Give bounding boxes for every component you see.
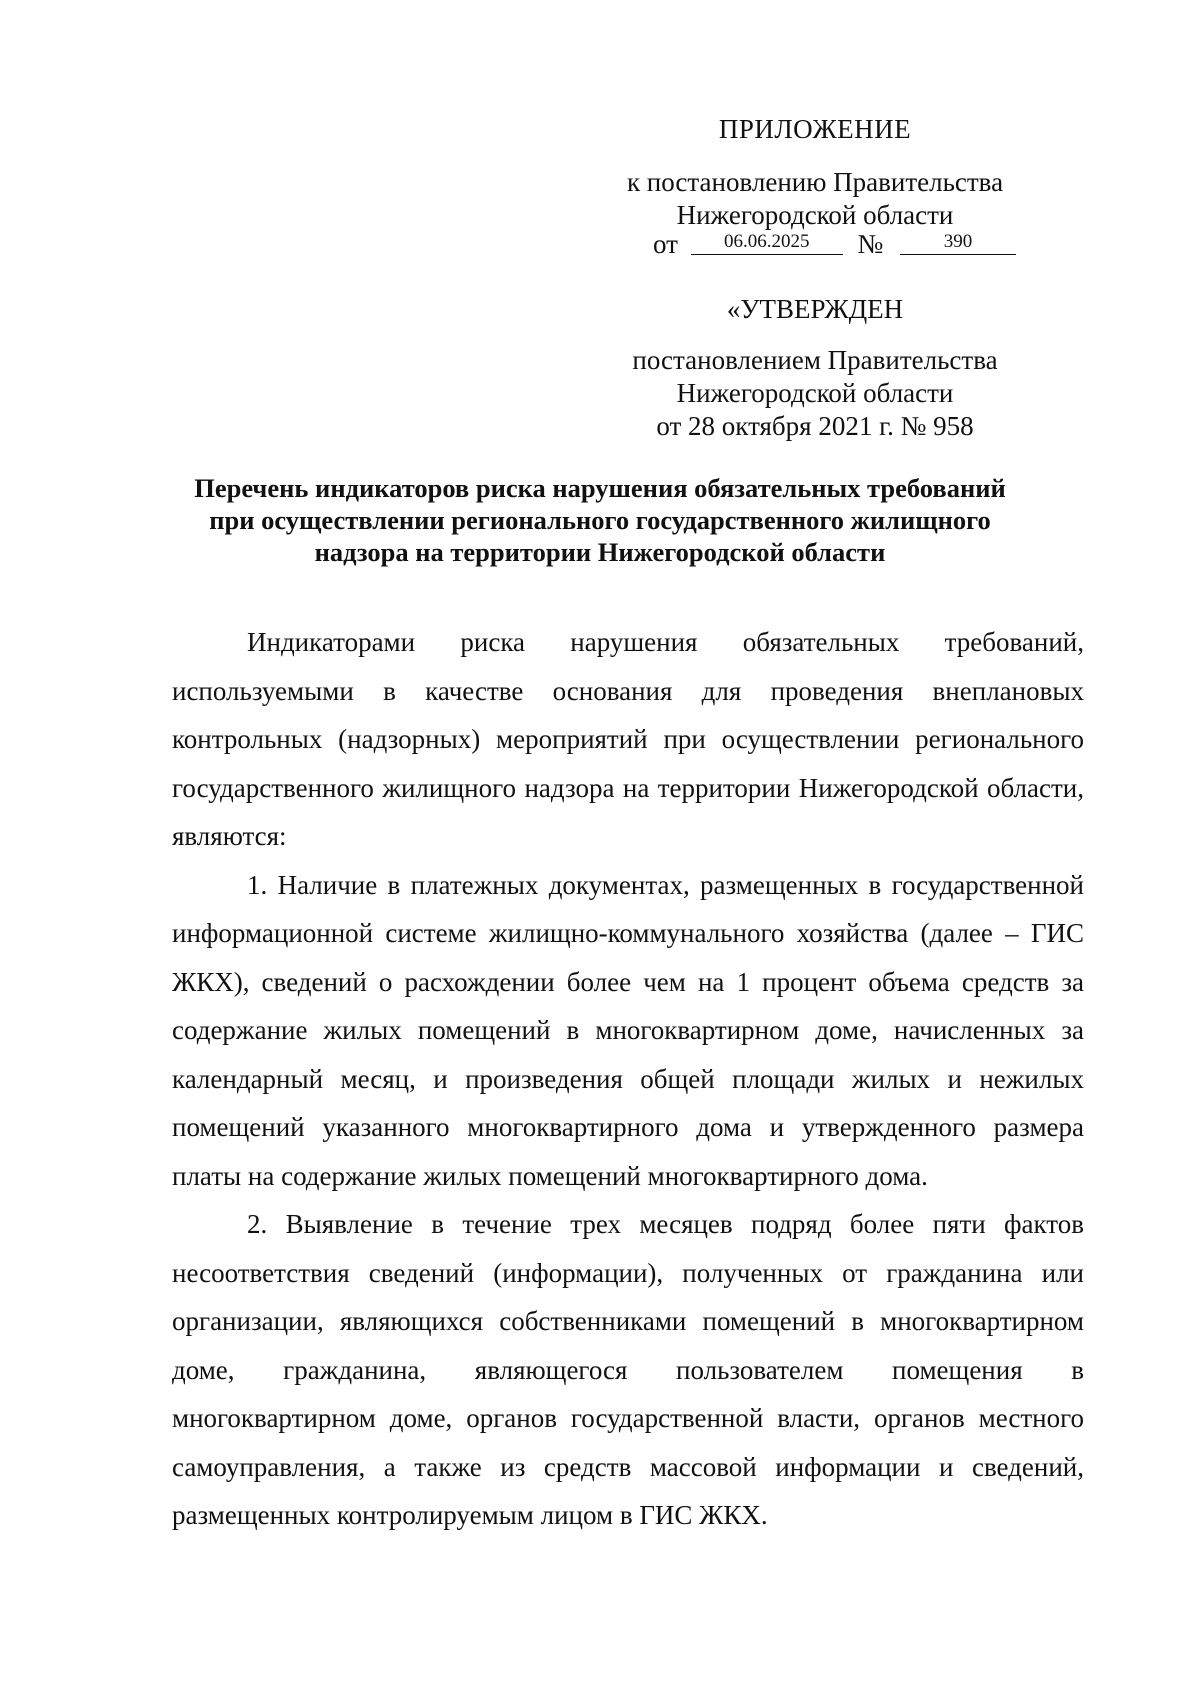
date-value: 06.06.2025 — [723, 231, 810, 252]
appendix-date-line — [653, 228, 1016, 261]
appendix-title: ПРИЛОЖЕНИЕ — [718, 114, 912, 144]
item-paragraph-2: 2. Выявление в течение трех месяцев подряд более пяти фактов несоответствия сведений (информации), полученных от гражданина или организации, являющихся собственниками помещений в многоквартирном доме, гражданина, являющегося пользователем помещения в многоквартирном доме, органов государственной власти, органов местного самоуправления, а также из средств массовой информации и сведений, размещенных контролируемым лицом в ГИС ЖКХ. — [172, 1209, 1084, 1530]
date-prefix: от — [653, 229, 678, 259]
approved-reference — [595, 344, 1035, 443]
approved-line: постановлением Правительства — [632, 345, 998, 375]
heading-line: Перечень индикаторов риска нарушения обязательных требований — [194, 473, 1006, 503]
approved-title: «УТВЕРЖДЕН — [726, 294, 904, 324]
heading-line: при осуществлении регионального государственного жилищного — [209, 505, 991, 535]
number-field — [900, 228, 1016, 255]
appendix-ref-line: к постановлению Правительства — [626, 167, 1004, 197]
number-value: 390 — [943, 231, 973, 252]
document-heading — [150, 472, 1050, 568]
approved-line: Нижегородской области — [676, 378, 954, 408]
approved-line: от 28 октября 2021 г. № 958 — [656, 411, 974, 441]
appendix-reference — [595, 166, 1035, 232]
intro-paragraph: Индикаторами риска нарушения обязательных требований, используемыми в качестве основания для проведения внеплановых контрольных (надзорных) мероприятий при осуществлении регионального государственного жилищного надзора на территории Нижегородской области, являются: — [172, 627, 1084, 851]
appendix-ref-line: Нижегородской области — [676, 200, 954, 230]
item-paragraph-1: 1. Наличие в платежных документах, размещенных в государственной информационной системе жилищно-коммунального хозяйства (далее – ГИС ЖКХ), сведений о расхождении более чем на 1 процент объема средств за содержание жилых помещений в многоквартирном доме, начисленных за календарный месяц, и произведения общей площади жилых и нежилых помещений указанного многоквартирного дома и утвержденного размера платы на содержание жилых помещений многоквартирного дома. — [172, 869, 1084, 1191]
document-body — [172, 618, 1084, 1540]
heading-line: надзора на территории Нижегородской области — [314, 537, 886, 567]
number-sign: № — [857, 229, 884, 259]
date-field — [691, 228, 843, 255]
